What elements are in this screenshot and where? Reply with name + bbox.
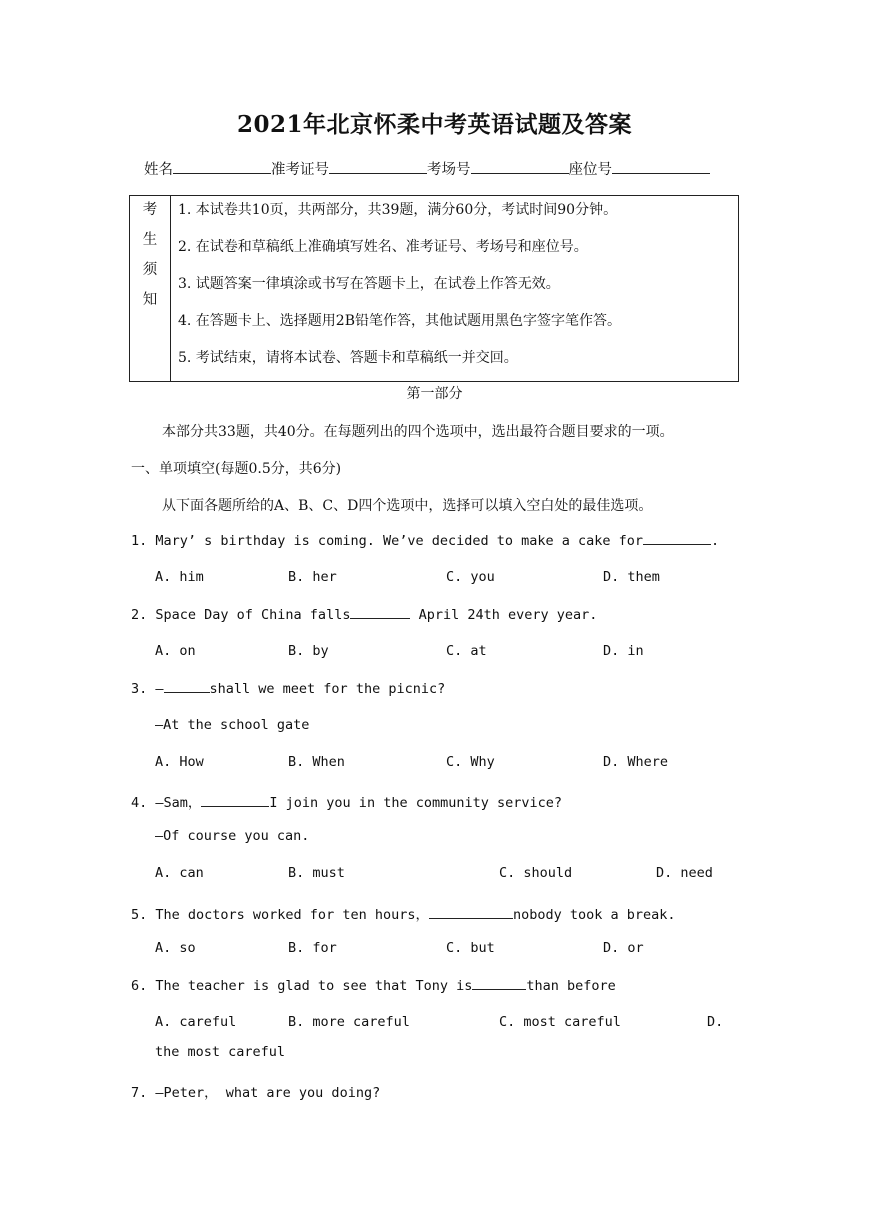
question-3-reply: —At the school gate (155, 717, 310, 733)
seat-label: 座位号 (568, 162, 612, 178)
question-4 (131, 791, 562, 811)
question-text: 4. —Sam， (131, 795, 202, 811)
notice-item: 4. 在答题卡上、选择题用2B铅笔作答，其他试题用黑色字签字笔作答。 (178, 313, 622, 329)
option-b: B. by (288, 643, 329, 659)
answer-blank (429, 906, 513, 919)
question-text: 6. The teacher is glad to see that Tony is (131, 978, 473, 994)
option-d: D. in (603, 643, 644, 659)
option-a: A. can (155, 865, 204, 881)
question-5 (131, 903, 676, 923)
question-text: shall we meet for the picnic? (209, 681, 446, 697)
question-6 (131, 977, 616, 994)
option-a: A. so (155, 940, 196, 956)
option-a: A. careful (155, 1014, 237, 1030)
name-blank (173, 159, 271, 174)
option-a: A. him (155, 569, 204, 585)
notice-item: 5. 考试结束，请将本试卷、答题卡和草稿纸一并交回。 (178, 350, 518, 366)
option-d: D. them (603, 569, 660, 585)
notice-label-char: 知 (142, 292, 158, 308)
question-4-reply: —Of course you can. (155, 828, 310, 844)
part-title: 第一部分 (406, 386, 463, 402)
question-3 (131, 680, 445, 697)
option-d: D. or (603, 940, 644, 956)
option-b: B. When (288, 754, 345, 770)
section-title: 一、单项填空(每题0.5分，共6分) (131, 461, 342, 477)
answer-blank (643, 532, 711, 545)
option-b: B. for (288, 940, 337, 956)
option-d-continued: the most careful (155, 1044, 286, 1060)
answer-blank (472, 977, 526, 990)
option-a: A. on (155, 643, 196, 659)
notice-item: 3. 试题答案一律填涂或书写在答题卡上，在试卷上作答无效。 (178, 276, 560, 292)
option-c: C. you (446, 569, 495, 585)
option-a: A. How (155, 754, 204, 770)
seat-blank (612, 159, 710, 174)
notice-label-char: 生 (142, 232, 158, 248)
question-text: 5. The doctors worked for ten hours， (131, 907, 429, 923)
option-b: B. more careful (288, 1014, 410, 1030)
question-1 (131, 532, 719, 549)
exam-number-label: 准考证号 (271, 162, 329, 178)
option-c: C. Why (446, 754, 495, 770)
page-title: 2021年北京怀柔中考英语试题及答案 (236, 111, 632, 138)
question-text: nobody took a break. (512, 907, 676, 923)
candidate-info-line (144, 158, 710, 179)
question-text: 2. Space Day of China falls (131, 607, 351, 623)
part-intro: 本部分共33题，共40分。在每题列出的四个选项中，选出最符合题目要求的一项。 (162, 424, 674, 440)
room-label: 考场号 (427, 162, 471, 178)
option-b: B. must (288, 865, 345, 881)
question-2 (131, 606, 597, 623)
option-c: C. at (446, 643, 487, 659)
notice-item: 2. 在试卷和草稿纸上准确填写姓名、准考证号、考场号和座位号。 (178, 239, 588, 255)
option-c: C. most careful (499, 1014, 621, 1030)
question-text: 3. — (131, 681, 164, 697)
option-d: D. Where (603, 754, 669, 770)
room-blank (471, 159, 569, 174)
notice-box (129, 195, 739, 382)
notice-label-char: 须 (142, 262, 158, 278)
answer-blank (350, 606, 410, 619)
option-c: C. but (446, 940, 495, 956)
notice-item: 1. 本试卷共10页，共两部分，共39题，满分60分，考试时间90分钟。 (178, 202, 618, 218)
question-text: April 24th every year. (410, 607, 598, 623)
question-text: . (711, 533, 720, 549)
answer-blank (201, 794, 269, 807)
notice-label-char: 考 (142, 202, 158, 218)
question-7: 7. —Peter， what are you doing? (131, 1085, 381, 1101)
option-d: D. need (656, 865, 713, 881)
exam-number-blank (329, 159, 427, 174)
question-text: 1. Mary’ s birthday is coming. We’ve decided to make a cake for (131, 533, 644, 549)
name-label: 姓名 (144, 162, 173, 178)
section-instructions: 从下面各题所给的A、B、C、D四个选项中，选择可以填入空白处的最佳选项。 (162, 498, 653, 514)
option-c: C. should (499, 865, 573, 881)
question-text: I join you in the community service? (269, 795, 563, 811)
option-b: B. her (288, 569, 337, 585)
answer-blank (164, 680, 210, 693)
notice-label (130, 196, 171, 381)
option-d: D. (707, 1014, 724, 1030)
question-text: than before (526, 978, 616, 994)
